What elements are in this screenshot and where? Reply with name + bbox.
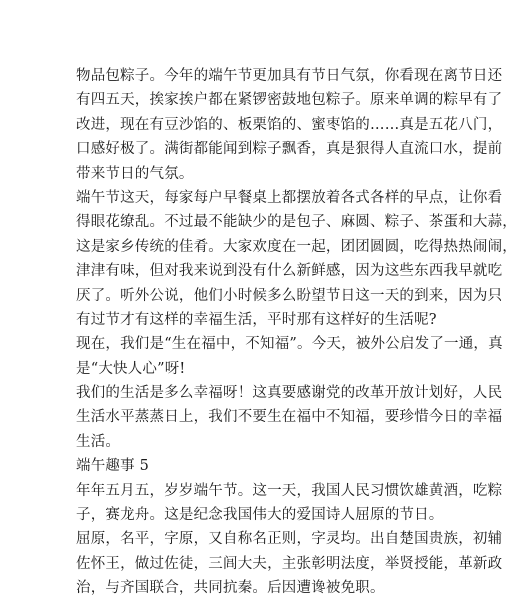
text-line: 治，与齐国联合，共同抗秦。后因遭谗被免职。 <box>76 580 385 597</box>
text-line: 这是家乡传统的佳肴。大家欢度在一起，团团圆圆，吃得热热闹闹， <box>76 238 517 255</box>
article-body <box>76 64 517 601</box>
text-line: 口感好极了。满街都能闻到粽子飘香，真是狠得人直流口水，提前 <box>76 141 503 158</box>
text-line: 年年五月五，岁岁端午节。这一天，我国人民习惯饮雄黄酒，吃粽 <box>76 482 503 499</box>
text-line: 有四五天，挨家挨户都在紧锣密鼓地包粽子。原来单调的粽早有了 <box>76 92 503 109</box>
text-line: 生活水平蒸蒸日上，我们不要生在福中不知福，要珍惜今日的幸福 <box>76 409 503 426</box>
text-line: 子，赛龙舟。这是纪念我国伟大的爱国诗人屈原的节日。 <box>76 507 444 524</box>
text-line: 现在，我们是“生在福中，不知福”。今天，被外公启发了一通，真 <box>76 336 503 353</box>
text-line: 得眼花缭乱。不过最不能缺少的是包子、麻圆、粽子、茶蛋和大蒜， <box>76 214 517 231</box>
text-line: 改进，现在有豆沙馅的、板栗馅的、蜜枣馅的……真是五花八门， <box>76 116 503 133</box>
text-line: 是“大快人心”呀! <box>76 360 186 377</box>
text-line: 带来节日的气氛。 <box>76 165 194 182</box>
text-line: 我们的生活是多么幸福呀！这真要感谢党的改革开放计划好，人民 <box>76 385 503 402</box>
text-line: 有过节才有这样的幸福生活，平时那有这样好的生活呢? <box>76 311 437 328</box>
text-line: 厌了。听外公说，他们小时候多么盼望节日这一天的到来，因为只 <box>76 287 503 304</box>
text-line: 屈原，名平，字原，又自称名正则，字灵均。出自楚国贵族，初辅 <box>76 531 503 548</box>
text-line: 端午节这天，每家每户早餐桌上都摆放着各式各样的早点，让你看 <box>76 189 503 206</box>
text-line: 生活。 <box>76 433 121 450</box>
section-heading: 端午趣事 5 <box>76 458 150 475</box>
text-line: 佐怀王，做过佐徒，三闾大夫，主张彰明法度，举贤授能，革新政 <box>76 555 503 572</box>
text-line: 津津有味，但对我来说到没有什么新鲜感，因为这些东西我早就吃 <box>76 263 503 280</box>
text-line: 物品包粽子。今年的端午节更加具有节日气氛，你看现在离节日还 <box>76 68 503 84</box>
